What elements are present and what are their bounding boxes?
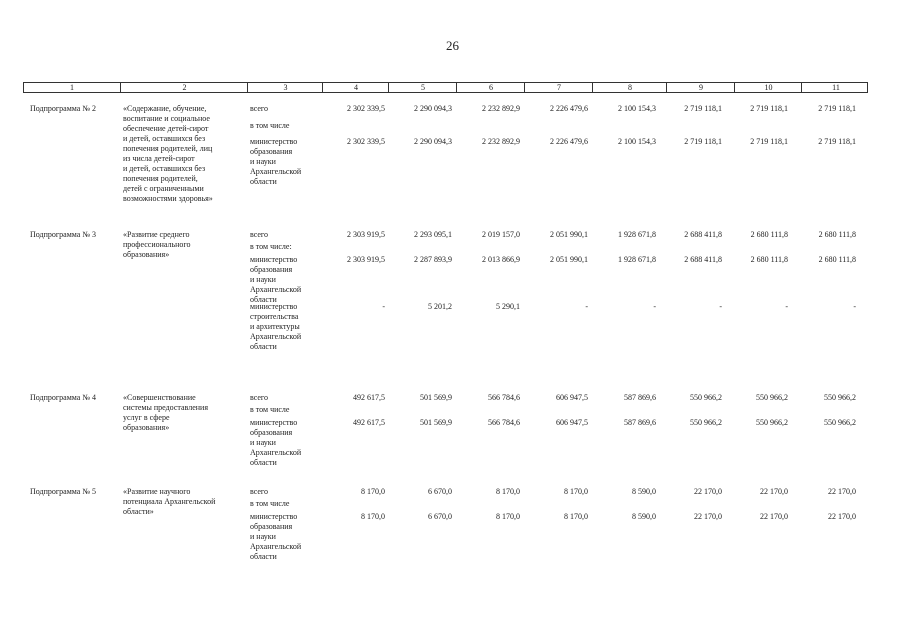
value-cell: 492 617,5	[353, 393, 385, 402]
value-cell: 2 019 157,0	[482, 230, 520, 239]
value-cell: 22 170,0	[760, 487, 788, 496]
column-header-5: 5	[388, 83, 457, 92]
value-cell: 2 680 111,8	[818, 230, 856, 239]
entry-label-line: в том числе:	[250, 242, 292, 251]
entry-label-line: образования	[250, 428, 293, 437]
entry-label-line: образования	[250, 265, 293, 274]
entry-label-line: образования	[250, 147, 293, 156]
value-cell: 550 966,2	[756, 393, 788, 402]
value-cell: 8 170,0	[564, 512, 588, 521]
value-cell: -	[785, 302, 788, 311]
value-cell: 2 680 111,8	[750, 230, 788, 239]
subprogram-title-line: воспитание и социальное	[123, 114, 210, 123]
value-cell: 2 302 339,5	[347, 104, 385, 113]
column-header-4: 4	[322, 83, 389, 92]
subprogram-title-line: потенциала Архангельской	[123, 497, 216, 506]
column-header-6: 6	[456, 83, 525, 92]
value-cell: 2 290 094,3	[414, 137, 452, 146]
value-cell: 2 719 118,1	[750, 104, 788, 113]
value-cell: 550 966,2	[824, 418, 856, 427]
entry-label-line: всего	[250, 393, 269, 402]
value-cell: 1 928 671,8	[618, 255, 656, 264]
value-cell: -	[719, 302, 722, 311]
column-header-10: 10	[734, 83, 802, 92]
value-cell: 566 784,6	[488, 418, 520, 427]
value-cell: 2 051 990,1	[550, 230, 588, 239]
entry-label-line: строительства	[250, 312, 299, 321]
subprogram-number: Подпрограмма № 2	[30, 104, 96, 113]
value-cell: 550 966,2	[690, 418, 722, 427]
value-cell: 2 719 118,1	[684, 137, 722, 146]
column-header-1: 1	[70, 83, 74, 92]
subprogram-title-line: профессионального	[123, 240, 191, 249]
value-cell: 6 670,0	[428, 512, 452, 521]
entry-label-line: Архангельской	[250, 167, 302, 176]
value-cell: 2 303 919,5	[347, 230, 385, 239]
value-cell: 22 170,0	[828, 487, 856, 496]
value-cell: 2 688 411,8	[684, 230, 722, 239]
subprogram-number: Подпрограмма № 4	[30, 393, 96, 402]
entry-label-line: области	[250, 177, 277, 186]
table-header	[23, 82, 868, 93]
value-cell: -	[585, 302, 588, 311]
entry-label-line: в том числе	[250, 121, 290, 130]
entry-label-line: Архангельской	[250, 332, 302, 341]
value-cell: 2 100 154,3	[618, 104, 656, 113]
value-cell: -	[382, 302, 385, 311]
value-cell: 2 302 339,5	[347, 137, 385, 146]
entry-label-line: министерство	[250, 255, 298, 264]
value-cell: 22 170,0	[828, 512, 856, 521]
value-cell: 5 201,2	[428, 302, 452, 311]
entry-label-line: Архангельской	[250, 448, 302, 457]
entry-label-line: и архитектуры	[250, 322, 300, 331]
value-cell: 8 590,0	[632, 512, 656, 521]
value-cell: 2 100 154,3	[618, 137, 656, 146]
subprogram-title-line: образования»	[123, 423, 170, 432]
column-header-2: 2	[120, 83, 248, 92]
entry-label-line: в том числе	[250, 499, 290, 508]
value-cell: 587 869,6	[624, 393, 656, 402]
subprogram-title-line: и детей, оставшихся без	[123, 134, 206, 143]
subprogram-title-line: «Совершенствование	[123, 393, 196, 402]
value-cell: -	[653, 302, 656, 311]
entry-label-line: области	[250, 552, 277, 561]
column-header-11: 11	[801, 83, 870, 92]
value-cell: 550 966,2	[690, 393, 722, 402]
entry-label-line: области	[250, 295, 277, 304]
entry-label-line: и науки	[250, 532, 276, 541]
entry-label-line: и науки	[250, 275, 276, 284]
value-cell: 606 947,5	[556, 418, 588, 427]
entry-label-line: образования	[250, 522, 293, 531]
value-cell: 8 170,0	[496, 487, 520, 496]
page-number: 26	[446, 38, 459, 53]
subprogram-title-line: услуг в сфере	[123, 413, 170, 422]
value-cell: 2 680 111,8	[818, 255, 856, 264]
value-cell: 8 170,0	[361, 512, 385, 521]
entry-label-line: в том числе	[250, 405, 290, 414]
subprogram-title-line: попечения родителей,	[123, 174, 198, 183]
subprogram-title-line: и детей, оставшихся без	[123, 164, 206, 173]
column-header-3: 3	[247, 83, 323, 92]
subprogram-title-line: системы предоставления	[123, 403, 209, 412]
column-header-9: 9	[666, 83, 735, 92]
value-cell: 2 013 866,9	[482, 255, 520, 264]
value-cell: 1 928 671,8	[618, 230, 656, 239]
value-cell: 587 869,6	[624, 418, 656, 427]
value-cell: 550 966,2	[756, 418, 788, 427]
value-cell: 2 232 892,9	[482, 104, 520, 113]
column-header-8: 8	[592, 83, 667, 92]
value-cell: 2 232 892,9	[482, 137, 520, 146]
value-cell: 2 719 118,1	[818, 104, 856, 113]
entry-label-line: всего	[250, 104, 269, 113]
entry-label-line: министерство	[250, 418, 298, 427]
value-cell: 22 170,0	[694, 512, 722, 521]
value-cell: 2 688 411,8	[684, 255, 722, 264]
subprogram-number: Подпрограмма № 5	[30, 487, 96, 496]
subprogram-title-line: попечения родителей, лиц	[123, 144, 213, 153]
subprogram-number: Подпрограмма № 3	[30, 230, 96, 239]
value-cell: 2 293 095,1	[414, 230, 452, 239]
entry-label-line: министерство	[250, 512, 298, 521]
value-cell: 2 226 479,6	[550, 137, 588, 146]
subprogram-title-line: «Развитие среднего	[123, 230, 190, 239]
value-cell: 8 170,0	[361, 487, 385, 496]
value-cell: 501 569,9	[420, 418, 452, 427]
value-cell: 8 170,0	[564, 487, 588, 496]
value-cell: -	[853, 302, 856, 311]
value-cell: 566 784,6	[488, 393, 520, 402]
entry-label-line: области	[250, 458, 277, 467]
value-cell: 2 226 479,6	[550, 104, 588, 113]
value-cell: 8 590,0	[632, 487, 656, 496]
subprogram-title-line: возможностями здоровья»	[123, 194, 213, 203]
value-cell: 492 617,5	[353, 418, 385, 427]
value-cell: 2 719 118,1	[684, 104, 722, 113]
value-cell: 2 051 990,1	[550, 255, 588, 264]
value-cell: 550 966,2	[824, 393, 856, 402]
value-cell: 5 290,1	[496, 302, 520, 311]
entry-label-line: всего	[250, 230, 269, 239]
value-cell: 8 170,0	[496, 512, 520, 521]
subprogram-title-line: образования»	[123, 250, 170, 259]
subprogram-title-line: детей с ограниченными	[123, 184, 204, 193]
value-cell: 2 719 118,1	[818, 137, 856, 146]
column-header-7: 7	[524, 83, 593, 92]
value-cell: 22 170,0	[760, 512, 788, 521]
subprogram-title-line: обеспечение детей-сирот	[123, 124, 209, 133]
subprogram-title-line: из числа детей-сирот	[123, 154, 195, 163]
entry-label-line: министерство	[250, 302, 298, 311]
value-cell: 2 303 919,5	[347, 255, 385, 264]
value-cell: 22 170,0	[694, 487, 722, 496]
subprogram-title-line: «Содержание, обучение,	[123, 104, 207, 113]
entry-label-line: Архангельской	[250, 285, 302, 294]
value-cell: 501 569,9	[420, 393, 452, 402]
subprogram-title-line: «Развитие научного	[123, 487, 191, 496]
entry-label-line: Архангельской	[250, 542, 302, 551]
entry-label-line: министерство	[250, 137, 298, 146]
value-cell: 2 290 094,3	[414, 104, 452, 113]
value-cell: 6 670,0	[428, 487, 452, 496]
subprogram-title-line: области»	[123, 507, 154, 516]
value-cell: 2 680 111,8	[750, 255, 788, 264]
value-cell: 2 719 118,1	[750, 137, 788, 146]
entry-label-line: всего	[250, 487, 269, 496]
entry-label-line: и науки	[250, 438, 276, 447]
entry-label-line: и науки	[250, 157, 276, 166]
value-cell: 606 947,5	[556, 393, 588, 402]
value-cell: 2 287 893,9	[414, 255, 452, 264]
entry-label-line: области	[250, 342, 277, 351]
